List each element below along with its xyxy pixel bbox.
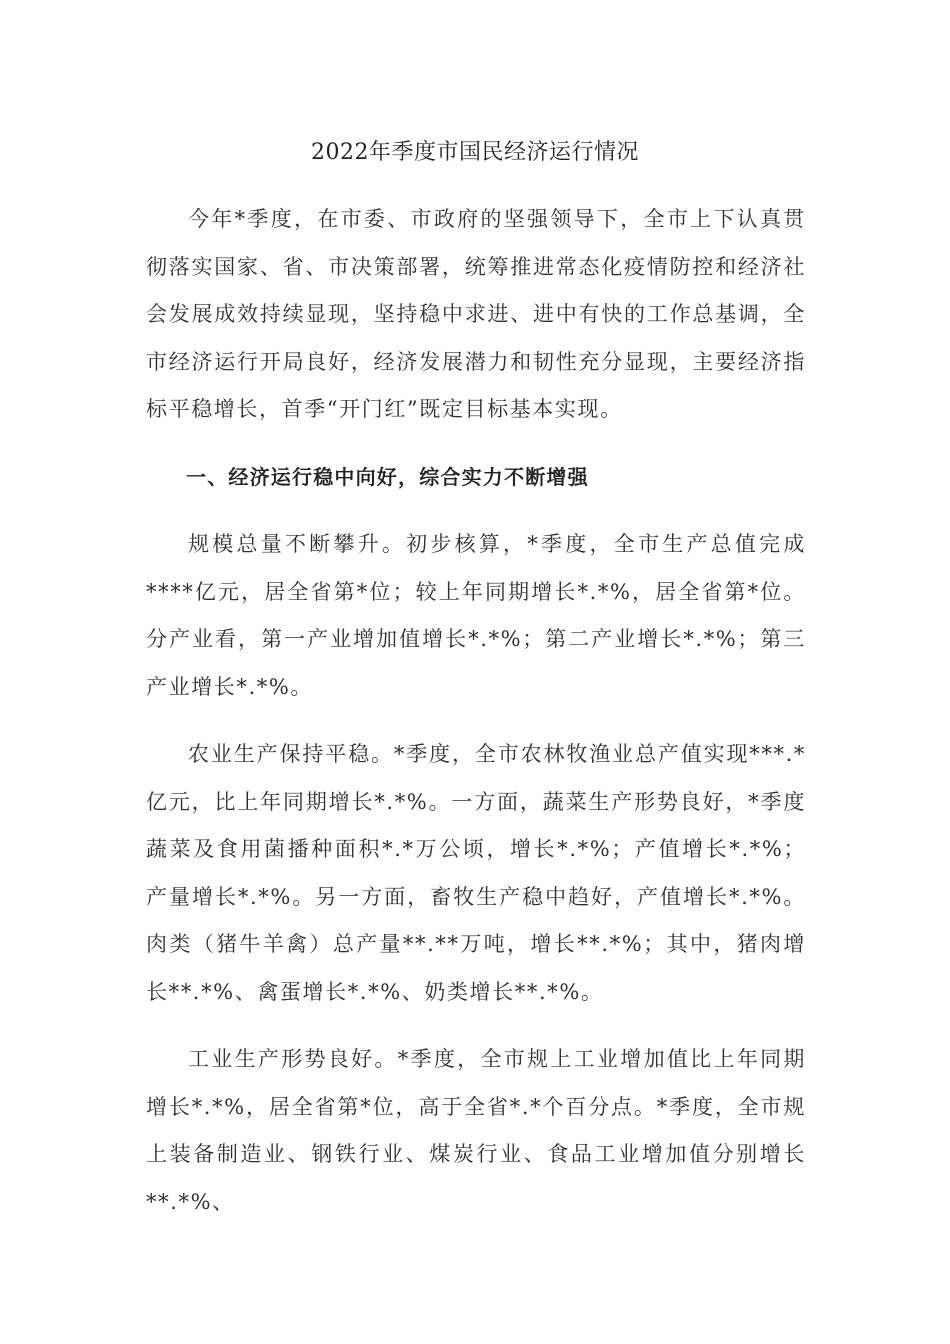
document-title: 2022年季度市国民经济运行情况	[311, 140, 639, 165]
agriculture-paragraph: 农业生产保持平稳。*季度，全市农林牧渔业总产值实现***.*亿元，比上年同期增长*.*%。一方面，蔬菜生产形势良好，*季度蔬菜及食用菌播种面积*.*万公顷，增长*.*%；产值增长*.*%；产量增长*.*%。另一方面，畜牧生产稳中趋好，产值增长*.*%。肉类（猪牛羊禽）总产量**.**万吨，增长**.*%；其中，猪肉增长**.*%、禽蛋增长*.*%、奶类增长**.*%。	[146, 742, 806, 1004]
industry-paragraph: 工业生产形势良好。*季度，全市规上工业增加值比上年同期增长*.*%，居全省第*位，高于全省*.*个百分点。*季度，全市规上装备制造业、钢铁行业、煤炭行业、食品工业增加值分别增长**.*%、	[146, 1047, 806, 1214]
scale-paragraph: 规模总量不断攀升。初步核算，*季度，全市生产总值完成****亿元，居全省第*位；较上年同期增长*.*%，居全省第*位。分产业看，第一产业增加值增长*.*%；第二产业增长*.*%；第三产业增长*.*%。	[146, 532, 806, 699]
section-heading: 一、经济运行稳中向好，综合实力不断增强	[186, 464, 589, 489]
intro-paragraph: 今年*季度，在市委、市政府的坚强领导下，全市上下认真贯彻落实国家、省、市决策部署，统筹推进常态化疫情防控和经济社会发展成效持续显现，坚持稳中求进、进中有快的工作总基调，全市经济运行开局良好，经济发展潜力和韧性充分显现，主要经济指标平稳增长，首季“开门红”既定目标基本实现。	[146, 207, 806, 421]
document-body	[146, 196, 806, 1246]
